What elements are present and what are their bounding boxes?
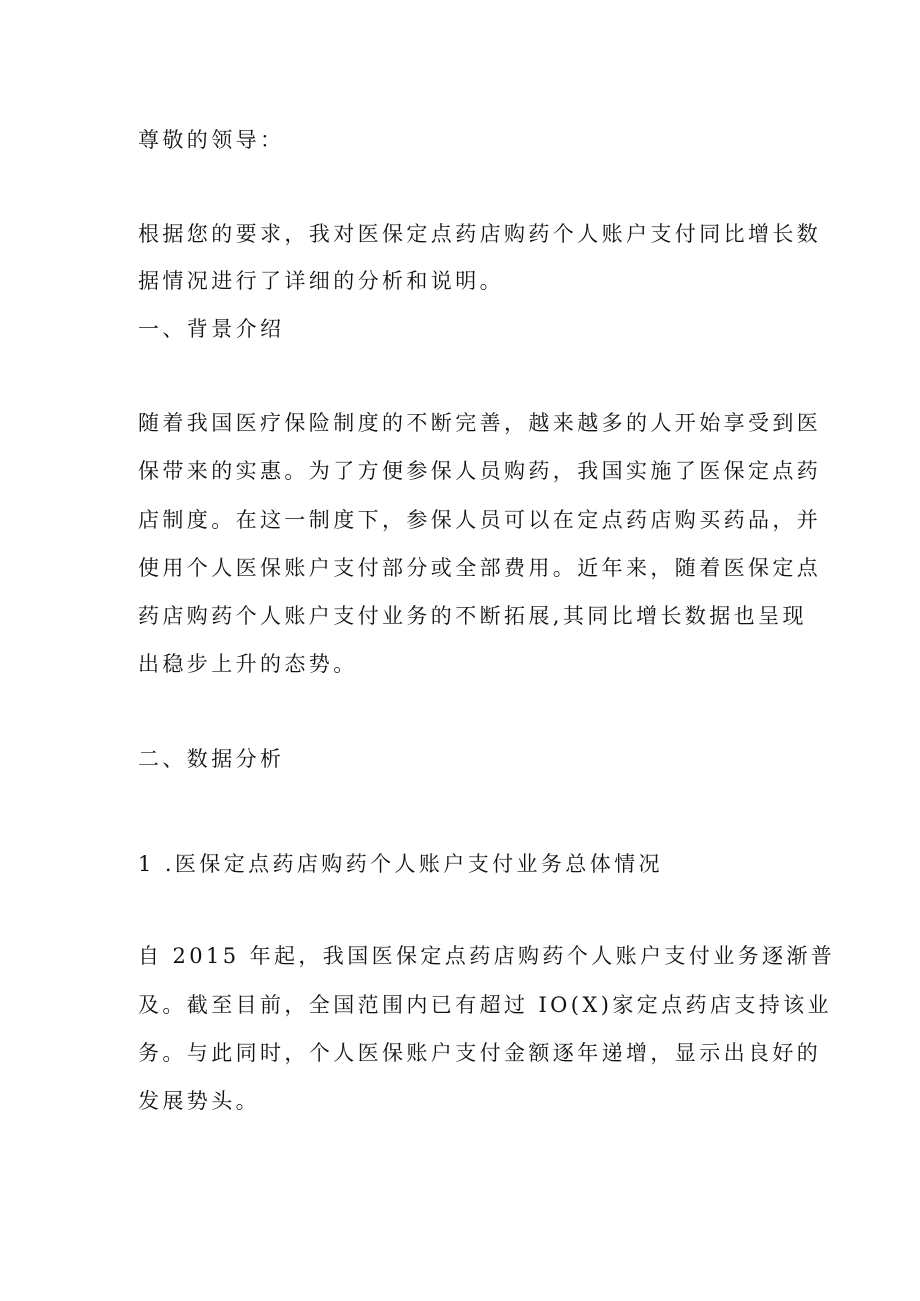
section1-line-1: 随着我国医疗保险制度的不断完善，越来越多的人开始享受到医 — [138, 411, 822, 435]
subsection1-line-4: 发展势头。 — [138, 1089, 260, 1113]
section1-line-4: 使用个人医保账户支付部分或全部费用。近年来，随着医保定点 — [138, 556, 822, 580]
section1-line-3: 店制度。在这一制度下，参保人员可以在定点药店购买药品，并 — [138, 508, 822, 532]
section-heading-background: 一、背景介绍 — [138, 317, 285, 341]
subsection1-line-1: 自 2015 年起，我国医保定点药店购药个人账户支付业务逐渐普 — [138, 944, 836, 968]
intro-line-2: 据情况进行了详细的分析和说明。 — [138, 269, 504, 293]
salutation: 尊敬的领导： — [138, 128, 285, 152]
subsection1-line-2: 及。截至目前，全国范围内已有超过 IO(X)家定点药店支持该业 — [138, 993, 832, 1017]
section1-line-2: 保带来的实惠。为了方便参保人员购药，我国实施了医保定点药 — [138, 459, 822, 483]
intro-line-1: 根据您的要求，我对医保定点药店购药个人账户支付同比增长数 — [138, 222, 822, 246]
section-heading-data-analysis: 二、数据分析 — [138, 747, 285, 771]
section1-line-5: 药店购药个人账户支付业务的不断拓展,其同比增长数据也呈现 — [138, 604, 807, 628]
section1-line-6: 出稳步上升的态势。 — [138, 652, 358, 676]
subsection1-line-3: 务。与此同时，个人医保账户支付金额逐年递增，显示出良好的 — [138, 1041, 822, 1065]
subsection-heading-overview: 1 .医保定点药店购药个人账户支付业务总体情况 — [138, 852, 663, 876]
